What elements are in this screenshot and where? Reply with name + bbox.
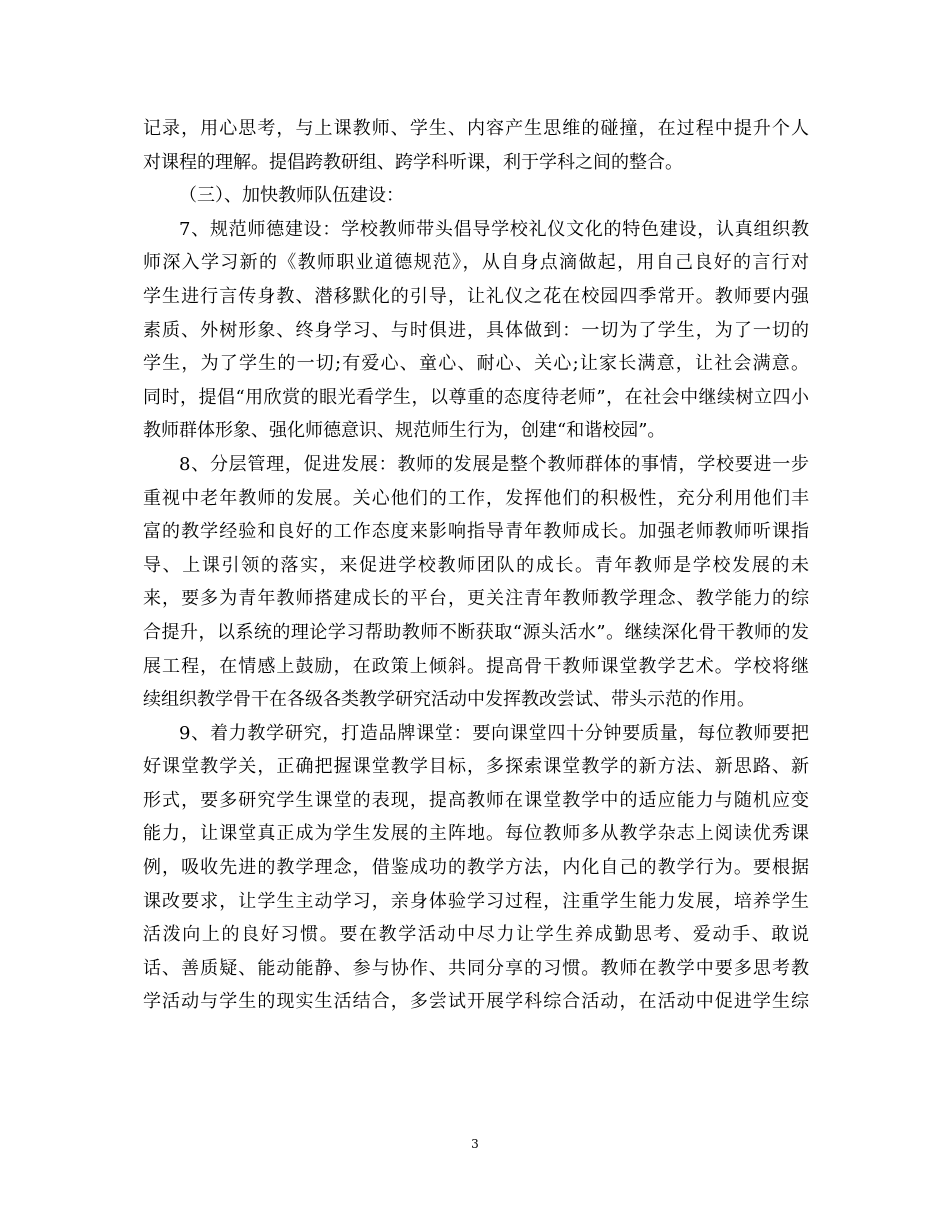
text-line: 9、着力教学研究，打造品牌课堂：要向课堂四十分钟要质量，每位教师要把 bbox=[179, 722, 809, 744]
text-line: 7、规范师德建设：学校教师带头倡导学校礼仪文化的特色建设，认真组织教 bbox=[179, 218, 809, 240]
text-line: 学生进行言传身教、潜移默化的引导，让礼仪之花在校园四季常开。教师要内强 bbox=[143, 285, 809, 307]
text-line: 活泼向上的良好习惯。要在教学活动中尽力让学生养成勤思考、爱动手、敢说 bbox=[143, 924, 809, 946]
text-line: 重视中老年教师的发展。关心他们的工作，发挥他们的积极性，充分利用他们丰 bbox=[143, 487, 809, 509]
text-line: 师深入学习新的《教师职业道德规范》，从自身点滴做起，用自己良好的言行对 bbox=[143, 252, 809, 274]
text-line: 话、善质疑、能动能静、参与协作、共同分享的习惯。教师在教学中要多思考教 bbox=[143, 957, 809, 979]
text-line: 课改要求，让学生主动学习，亲身体验学习过程，注重学生能力发展，培养学生 bbox=[143, 890, 809, 912]
page-number: 3 bbox=[471, 1137, 479, 1151]
text-line: 学活动与学生的现实生活结合，多尝试开展学科综合活动，在活动中促进学生综 bbox=[143, 991, 809, 1013]
text-line: 对课程的理解。提倡跨教研组、跨学科听课，利于学科之间的整合。 bbox=[143, 151, 683, 173]
text-line: 形式，要多研究学生课堂的表现，提高教师在课堂教学中的适应能力与随机应变 bbox=[143, 789, 809, 811]
text-line: 例，吸收先进的教学理念，借鉴成功的教学方法，内化自己的教学行为。要根据 bbox=[143, 857, 809, 879]
text-line: 续组织教学骨干在各级各类教学研究活动中发挥教改尝试、带头示范的作用。 bbox=[143, 689, 755, 711]
text-line: 展工程，在情感上鼓励，在政策上倾斜。提高骨干教师课堂教学艺术。学校将继 bbox=[143, 655, 809, 677]
text-line: 合提升，以系统的理论学习帮助教师不断获取“源头活水”。继续深化骨干教师的发 bbox=[143, 621, 809, 643]
text-line: 导、上课引领的落实，来促进学校教师团队的成长。青年教师是学校发展的未 bbox=[143, 554, 809, 576]
text-line: （三）、加快教师队伍建设： bbox=[179, 185, 404, 207]
text-line: 8、分层管理，促进发展：教师的发展是整个教师群体的事情，学校要进一步 bbox=[179, 453, 809, 475]
text-line: 同时，提倡“用欣赏的眼光看学生，以尊重的态度待老师”，在社会中继续树立四小 bbox=[143, 386, 809, 408]
text-line: 好课堂教学关，正确把握课堂教学目标，多探索课堂教学的新方法、新思路、新 bbox=[143, 756, 809, 778]
text-line: 富的教学经验和良好的工作态度来影响指导青年教师成长。加强老师教师听课指 bbox=[143, 521, 809, 543]
text-line: 来，要多为青年教师搭建成长的平台，更关注青年教师教学理念、教学能力的综 bbox=[143, 588, 809, 610]
text-line: 能力，让课堂真正成为学生发展的主阵地。每位教师多从教学杂志上阅读优秀课 bbox=[143, 823, 809, 845]
text-line: 记录，用心思考，与上课教师、学生、内容产生思维的碰撞，在过程中提升个人 bbox=[143, 118, 809, 139]
text-line: 学生，为了学生的一切;有爱心、童心、耐心、关心;让家长满意，让社会满意。 bbox=[143, 353, 809, 375]
text-line: 素质、外树形象、终身学习、与时俱进，具体做到：一切为了学生，为了一切的 bbox=[143, 319, 809, 341]
body-text bbox=[143, 112, 809, 1019]
text-line: 教师群体形象、强化师德意识、规范师生行为，创建“和谐校园”。 bbox=[143, 420, 666, 442]
